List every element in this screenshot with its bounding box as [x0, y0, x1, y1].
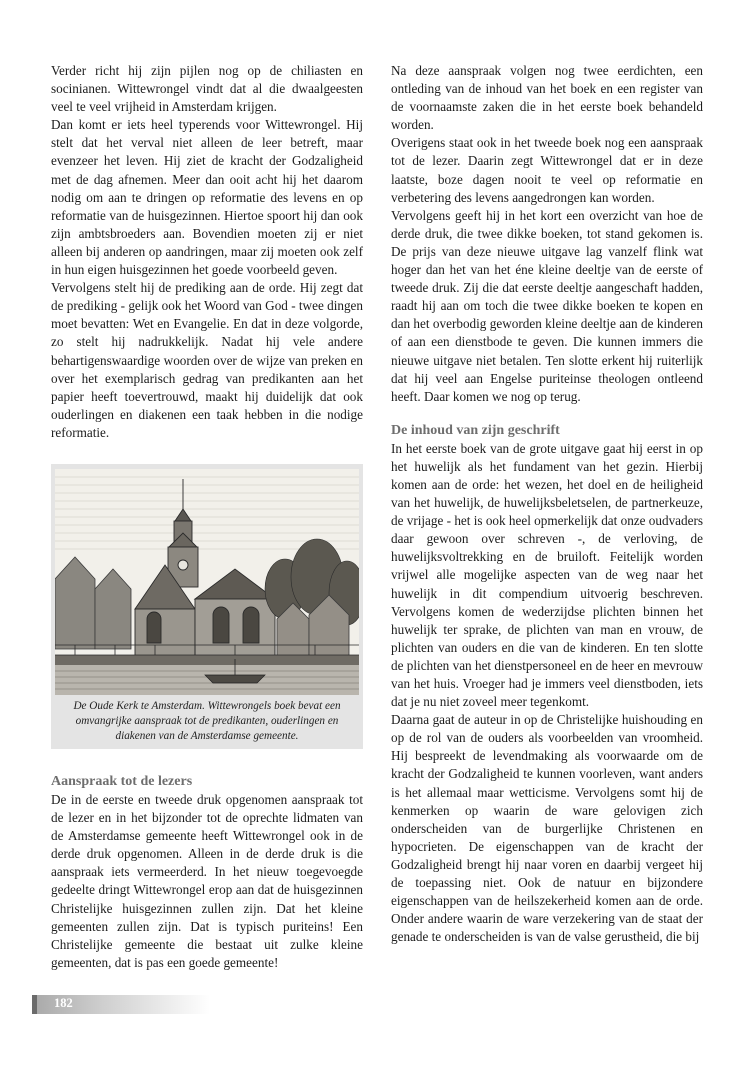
paragraph: Dan komt er iets heel typerends voor Wittewrongel. Hij stelt dat het verval niet alleen de leer betreft, maar evenzeer het leven. Hij ziet de kracht der Godzaligheid met de dag afnemen. Meer dan ooit acht hij het daarom nodig om aan te dringen op reformatie des levens en op reformatie van de huisgezinnen. Hiertoe spoort hij dan ook zijn ambtsbroeders aan. Bovendien moeten zij er niet alleen bij anderen op aandringen, maar zij moeten ook zelf in hun eigen huisgezinnen het goede voorbeeld geven.: [51, 117, 363, 278]
section-heading-aanspraak: Aanspraak tot de lezers: [51, 773, 193, 789]
paragraph: Daarna gaat de auteur in op de Christelijke huishouding en op de rol van de ouders als voorbeelden van vroomheid. Hij bespreekt de levendmaking als voorwaarde om de kracht der Godzaligheid te kunnen voorleven, want anders is het allemaal maar wetticisme. Vervolgens somt hij de kenmerken op waarin de ware gelovigen zich onderscheiden van de burgerlijke Christenen en hypocrieten. De eigenschappen van de kracht der Godzaligheid brengt hij naar voren en daarbij vergeet hij de toepassing niet. Ook de natuur en bijzondere eigenschappen van de heilszekerheid komen aan de orde. Onder andere waarin de ware verzekering van de staat der genade te onderscheiden is van de valse gerustheid, die bij: [391, 712, 703, 945]
paragraph: In het eerste boek van de grote uitgave gaat hij eerst in op het huwelijk als het fundament van het gezin. Hierbij komen aan de orde: het wezen, het doel en de heiligheid van het huwelijk, de huwelijksbeletselen, de partnerkeuze, de vrijage - het is ook heel opmerkelijk dat onze oudvaders daar gewoon over schreven -, de verloving, de huwelijksvoltrekking en de bruiloft. Feitelijk worden vrijwel alle mogelijke aspecten van de weg naar het huwelijk in dit compendium uitvoerig beschreven. Vervolgens komen de wederzijdse plichten binnen het huwelijk ter sprake, de plichten van man en vrouw, de plichten van ouders en die van de kinderen. En ten slotte de plichten van het dienstpersoneel en de heer en mevrouw van het huis. Vroeger had je immers veel dienstboden, iets dat je nu niet zoveel meer tegenkomt.: [391, 440, 703, 710]
left-column: [51, 62, 363, 972]
folio-bar: [32, 995, 37, 1014]
figure-caption: De Oude Kerk te Amsterdam. Wittewrongels boek bevat een omvangrijke aanspraak tot de predikanten, ouderlingen en diakenen van de Amsterdamse gemeente.: [73, 699, 341, 742]
paragraph: De in de eerste en tweede druk opgenomen aanspraak tot de lezer en in het bijzonder tot de oprechte lidmaten van de Amsterdamse gemeente heeft Wittewrongel ook in de derde druk opgenomen. Alleen in de derde druk is die aanspraak iets vermeerderd. In het nieuw toegevoegde gedeelte dringt Wittewrongel erop aan dat de huisgezinnen Christelijke huisgezinnen zullen zijn. Dat het kleine gemeenten zullen zijn. Dat is typisch puriteins! Een Christelijke gemeente die bestaat uit zulke kleine gemeenten, dat is pas een goede gemeente!: [51, 791, 363, 970]
paragraph: Vervolgens geeft hij in het kort een overzicht van hoe de derde druk, die twee dikke boeken, tot stand gekomen is. De prijs van deze nieuwe uitgave lag vanzelf flink wat hoger dan het van het éne kleine deeltje van de eerste of tweede druk. Zij die dat eerste deeltje aangeschaft hadden, raadt hij aan om toch die twee dikke boeken te kopen en dan het overbodig geworden kleine deeltje aan de kinderen of aan een dienstbode te geven. Die kunnen immers die nieuwe uitgave niet betalen. Ten slotte erkent hij ruiterlijk dat hij veel aan Engelse puriteinse theologen ontleend heeft. Daar komen we nog op terug.: [391, 207, 703, 404]
oude-kerk-engraving: [55, 469, 359, 695]
figure-oude-kerk: [51, 464, 363, 749]
paragraph: Overigens staat ook in het tweede boek nog een aanspraak tot de lezer. Daarin zegt Wittewrongel dat er in deze laatste, boze dagen nooit te veel op reformatie en verbetering des levens aangedrongen kan worden.: [391, 135, 703, 205]
page-number-tab: [32, 995, 210, 1014]
section-heading-inhoud: De inhoud van zijn geschrift: [391, 422, 560, 438]
paragraph: Verder richt hij zijn pijlen nog op de chiliasten en socinianen. Wittewrongel vindt dat al die dwaalgeesten veel te veel vrijheid in Amsterdam krijgen.: [51, 63, 363, 115]
page-number: 182: [54, 996, 73, 1010]
paragraph: Vervolgens stelt hij de prediking aan de orde. Hij zegt dat de prediking - gelijk ook het Woord van God - twee dingen moet bevatten: Wet en Evangelie. En dat in deze volgorde, zo stelt hij nadrukkelijk. Nadat hij vele andere behartigenswaardige woorden over de wijze van preken en over het exemplarisch gedrag van predikanten aan het papier heeft toevertrouwd, maakt hij duidelijk dat ook ouderlingen en diakenen een taak hebben in die nodige reformatie.: [51, 280, 363, 440]
paragraph: Na deze aanspraak volgen nog twee eerdichten, een ontleding van de inhoud van het boek en een register van de voornaamste zaken die in het eerste boek behandeld worden.: [391, 63, 703, 133]
right-column: [391, 62, 703, 946]
